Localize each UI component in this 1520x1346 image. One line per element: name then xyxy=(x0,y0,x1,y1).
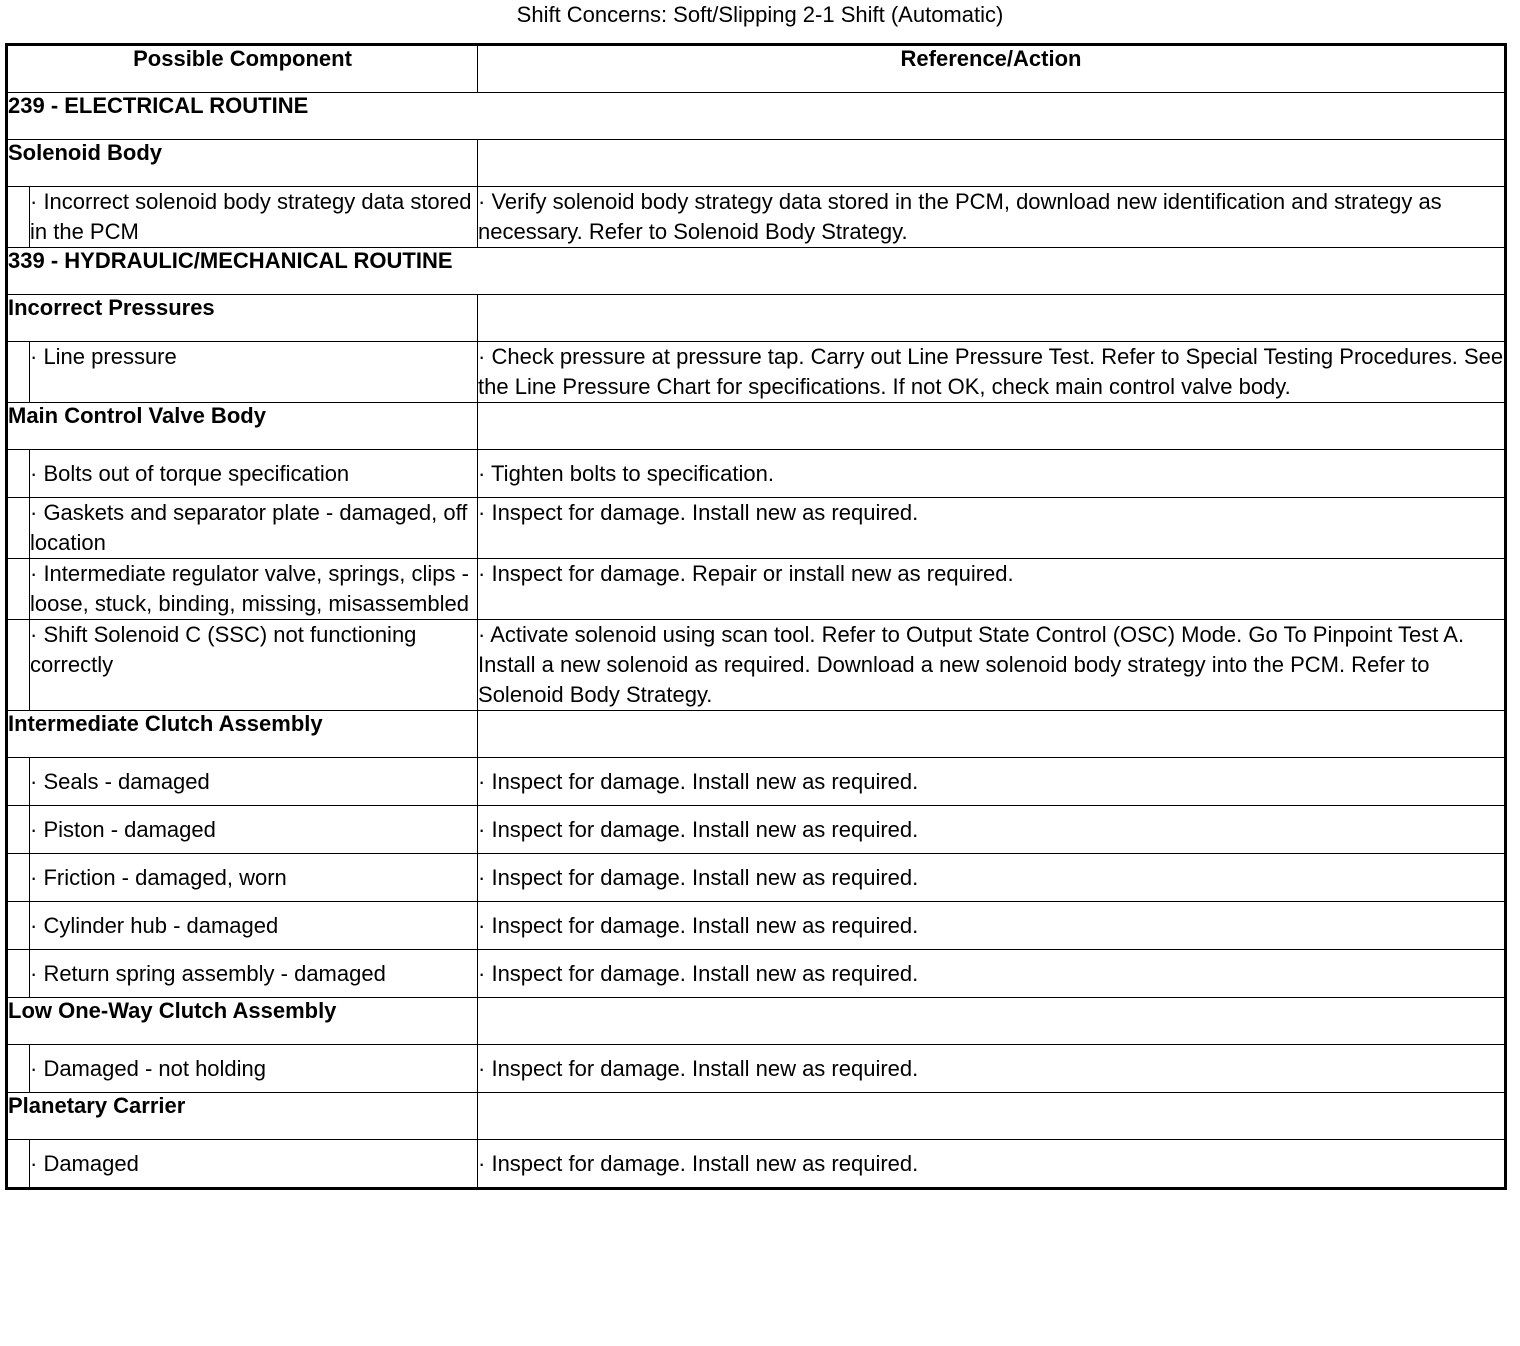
routine-heading: 339 - HYDRAULIC/MECHANICAL ROUTINE xyxy=(7,248,1506,295)
indent-cell xyxy=(7,854,30,902)
table-row xyxy=(7,902,1506,950)
component-cell: · Damaged - not holding xyxy=(30,1045,478,1093)
routine-row xyxy=(7,248,1506,295)
page-title: Shift Concerns: Soft/Slipping 2-1 Shift (Automatic) xyxy=(516,2,1004,27)
indent-cell xyxy=(7,1045,30,1093)
action-cell: · Inspect for damage. Install new as required. xyxy=(478,758,1506,806)
indent-cell xyxy=(7,902,30,950)
component-cell: · Cylinder hub - damaged xyxy=(30,902,478,950)
indent-cell xyxy=(7,806,30,854)
action-cell: · Inspect for damage. Install new as required. xyxy=(478,902,1506,950)
group-row xyxy=(7,1093,1506,1140)
routine-heading: 239 - ELECTRICAL ROUTINE xyxy=(7,93,1506,140)
component-cell: · Piston - damaged xyxy=(30,806,478,854)
indent-cell xyxy=(7,498,30,559)
group-heading: Incorrect Pressures xyxy=(7,295,478,342)
table-row xyxy=(7,342,1506,403)
component-cell: · Seals - damaged xyxy=(30,758,478,806)
action-cell: · Inspect for damage. Install new as required. xyxy=(478,1045,1506,1093)
group-row xyxy=(7,711,1506,758)
component-cell: · Incorrect solenoid body strategy data stored in the PCM xyxy=(30,187,478,248)
group-row xyxy=(7,140,1506,187)
table-row xyxy=(7,620,1506,711)
group-action-cell xyxy=(478,140,1506,187)
table-row xyxy=(7,806,1506,854)
table-row xyxy=(7,498,1506,559)
action-cell: · Inspect for damage. Install new as required. xyxy=(478,854,1506,902)
group-heading: Low One-Way Clutch Assembly xyxy=(7,998,478,1045)
indent-cell xyxy=(7,620,30,711)
group-action-cell xyxy=(478,711,1506,758)
component-cell: · Friction - damaged, worn xyxy=(30,854,478,902)
group-action-cell xyxy=(478,998,1506,1045)
routine-row xyxy=(7,93,1506,140)
header-row xyxy=(7,45,1506,93)
table-row xyxy=(7,559,1506,620)
action-cell: · Inspect for damage. Install new as required. xyxy=(478,806,1506,854)
component-cell: · Bolts out of torque specification xyxy=(30,450,478,498)
action-cell: · Activate solenoid using scan tool. Refer to Output State Control (OSC) Mode. Go To Pinpoint Test A. Install a new solenoid as required. Download a new solenoid body strategy into the PCM. Refer to Solenoid Body Strategy. xyxy=(478,620,1506,711)
concerns-table xyxy=(5,43,1507,1190)
component-cell: · Shift Solenoid C (SSC) not functioning correctly xyxy=(30,620,478,711)
indent-cell xyxy=(7,758,30,806)
component-cell: · Return spring assembly - damaged xyxy=(30,950,478,998)
component-cell: · Intermediate regulator valve, springs, clips - loose, stuck, binding, missing, misassembled xyxy=(30,559,478,620)
column-header-action: Reference/Action xyxy=(478,45,1506,93)
component-cell: · Line pressure xyxy=(30,342,478,403)
group-row xyxy=(7,295,1506,342)
group-action-cell xyxy=(478,1093,1506,1140)
action-cell: · Inspect for damage. Repair or install new as required. xyxy=(478,559,1506,620)
column-header-component: Possible Component xyxy=(7,45,478,93)
indent-cell xyxy=(7,187,30,248)
table-row xyxy=(7,450,1506,498)
action-cell: · Inspect for damage. Install new as required. xyxy=(478,950,1506,998)
component-cell: · Gaskets and separator plate - damaged, off location xyxy=(30,498,478,559)
group-row xyxy=(7,403,1506,450)
table-row xyxy=(7,1140,1506,1189)
action-cell: · Verify solenoid body strategy data stored in the PCM, download new identification and strategy as necessary. Refer to Solenoid Body Strategy. xyxy=(478,187,1506,248)
group-heading: Planetary Carrier xyxy=(7,1093,478,1140)
action-cell: · Inspect for damage. Install new as required. xyxy=(478,1140,1506,1189)
table-row xyxy=(7,854,1506,902)
group-action-cell xyxy=(478,295,1506,342)
indent-cell xyxy=(7,950,30,998)
table-row xyxy=(7,950,1506,998)
group-heading: Solenoid Body xyxy=(7,140,478,187)
component-cell: · Damaged xyxy=(30,1140,478,1189)
indent-cell xyxy=(7,342,30,403)
group-heading: Intermediate Clutch Assembly xyxy=(7,711,478,758)
action-cell: · Tighten bolts to specification. xyxy=(478,450,1506,498)
action-cell: · Inspect for damage. Install new as required. xyxy=(478,498,1506,559)
indent-cell xyxy=(7,559,30,620)
table-row xyxy=(7,187,1506,248)
table-row xyxy=(7,1045,1506,1093)
table-body xyxy=(7,93,1506,1189)
group-action-cell xyxy=(478,403,1506,450)
table-row xyxy=(7,758,1506,806)
group-row xyxy=(7,998,1506,1045)
action-cell: · Check pressure at pressure tap. Carry out Line Pressure Test. Refer to Special Testing Procedures. See the Line Pressure Chart for specifications. If not OK, check main control valve body. xyxy=(478,342,1506,403)
indent-cell xyxy=(7,450,30,498)
group-heading: Main Control Valve Body xyxy=(7,403,478,450)
indent-cell xyxy=(7,1140,30,1189)
